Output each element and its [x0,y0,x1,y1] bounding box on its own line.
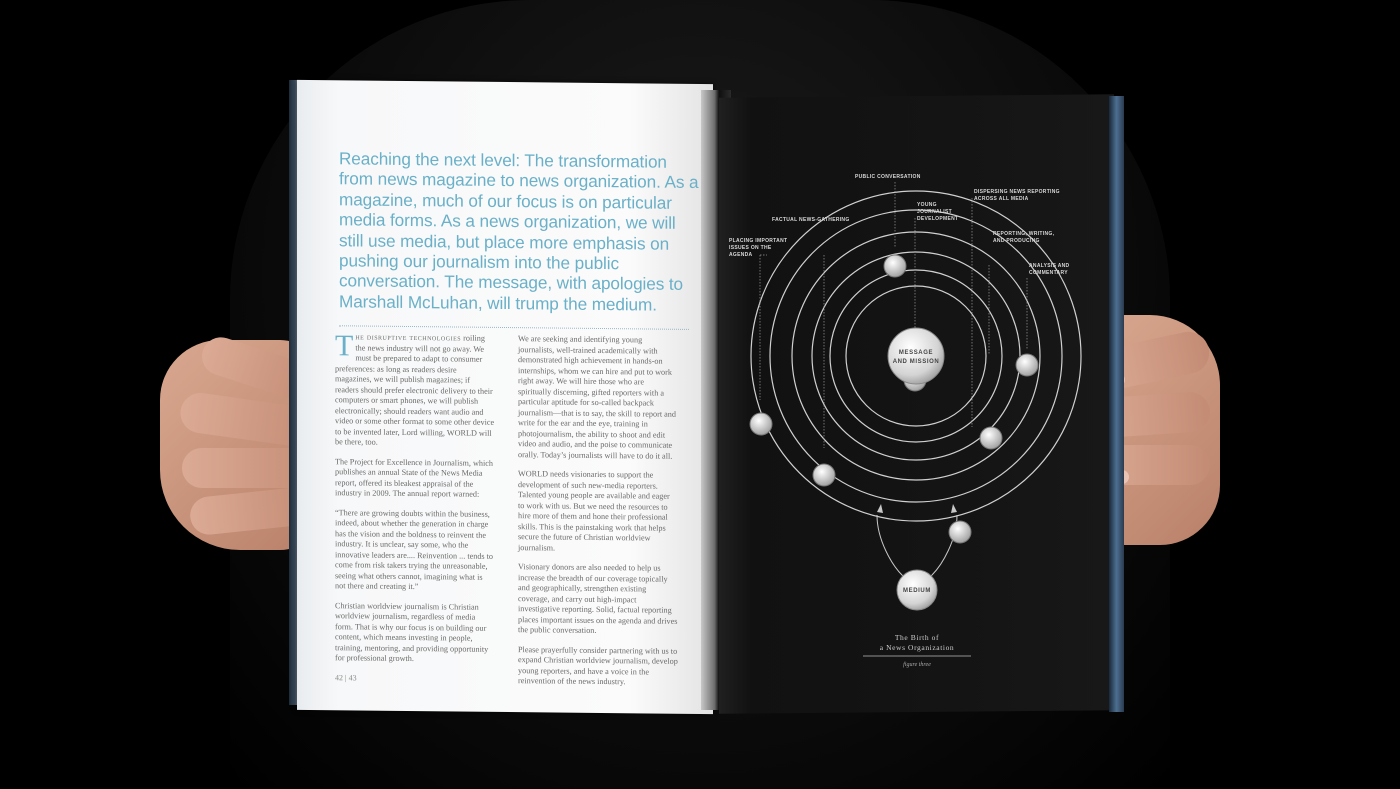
planet-factual [813,464,835,486]
label-analysis-1: ANALYSIS AND [1029,263,1070,269]
label-reporting-1: REPORTING, WRITING, [993,231,1055,237]
label-placing-3: AGENDA [729,252,753,258]
label-placing-1: PLACING IMPORTANT [729,238,788,244]
arrow-right [951,504,957,513]
paragraph: Please prayerfully consider partnering with us to expand Christian worldview journalism, develop young reporters, and have a voice in the reinvention of the news industry. [518,644,678,687]
center-label-line2: AND MISSION [892,359,940,365]
orbit-diagram [727,120,1107,710]
dotted-divider [339,325,689,330]
paragraph: The disruptive technologies roiling the news industry will not go away. We must be prepared to adapt to consumer preferences: as long as readers desire magazines, we will publish magazines; if readers should prefer electronic delivery to their computers or smart phones, we will publish electronically; should readers want audio and video or some other format to some other device to be invented later, Lord willing, WORLD will be there, too. [335,329,495,447]
magazine-cover-edge-right [1109,96,1124,712]
label-analysis-2: COMMENTARY [1029,270,1068,276]
planet-placing-issues [750,413,772,435]
label-journalist: JOURNALIST [917,209,952,215]
message-mission-sun [888,328,944,384]
label-factual: FACTUAL NEWS-GATHERING [772,217,850,223]
planet-analysis [1016,354,1038,376]
label-dispersing-1: DISPERSING NEWS REPORTING [974,189,1060,195]
left-page [297,80,713,714]
open-magazine [289,80,1124,715]
planet-reporting [980,427,1002,449]
paragraph: The Project for Excellence in Journalism, which publishes an annual State of the News Media report, offered its bleakest appraisal of the industry in 2009. The annual report warned: [335,456,494,499]
diagram-title-line2: a News Organization [879,643,955,652]
paragraph: Visionary donors are also needed to help us increase the breadth of our coverage topically and geographically, strengthen existing coverage, and carry out high-impact investigative reporting. Solid, factual reporting places important issues on the agenda and drives the public conversation. [518,562,678,635]
paragraph: WORLD needs visionaries to support the development of such new-media reporters. Talented young people are available and eager to work with us. But we need the resources to hire more of them and hone their professional skills. This is the painstaking work that helps secure the future of Christian worldview journalism. [518,469,670,553]
center-label-line1: MESSAGE [898,350,934,356]
label-reporting-2: AND PRODUCING [993,238,1040,244]
text-column-right [518,334,678,697]
text-column-left [335,329,495,674]
page-numbers: 42 | 43 [335,673,357,683]
pull-quote: Reaching the next level: The transformation from news magazine to news organization. As a magazine, much of our focus is on particular media forms. As a news organization, we will still use media, but place more emphasis on pushing our journalism into the public conversation. The message, with apologies to Marshall McLuhan, will trump the medium. [339,148,699,315]
label-dispersing-2: ACROSS ALL MEDIA [974,196,1029,202]
planet-public-conversation [884,255,906,277]
diagram-title-line1: The Birth of [894,633,940,642]
planet-dispersing [949,521,971,543]
drop-cap: T [335,329,354,363]
label-placing-2: ISSUES ON THE [729,245,772,251]
arrow-left [877,504,883,513]
quote-paragraph: “There are growing doubts within the business, indeed, about whether the generation in charge has the vision and the boldness to reinvent the industry. It is unclear, say some, who the innovative leaders are.... Reinvention ... tends to come from risk takers trying the unreasonable, seeing what others cannot, imagining what is not there and creating it.” [335,507,494,592]
medium-label: MEDIUM [903,588,931,594]
paragraph: Christian worldview journalism is Christian worldview journalism, regardless of media form. That is why our focus is on building our content, which means investing in people, training, mentoring, and providing opportunity for professional growth. [335,600,489,664]
label-public-conversation: PUBLIC CONVERSATION [855,174,921,180]
figure-caption: figure three [903,662,931,668]
paragraph: We are seeking and identifying young journalists, well-trained academically with demonstrated high achievement in hands-on internships, whom we can hire and put to work right away. We will hire those who are spiritually discerning, gifted reporters with a particular aptitude for so-called backpack journalism—that is to say, the skill to report and write for the ear and the eye, training in photojournalism, the ability to shoot and edit video and audio, and the poise to communicate orally. Today’s journalists will have to do it all. [518,334,676,461]
label-young: YOUNG [917,202,937,208]
label-development: DEVELOPMENT [917,216,959,222]
